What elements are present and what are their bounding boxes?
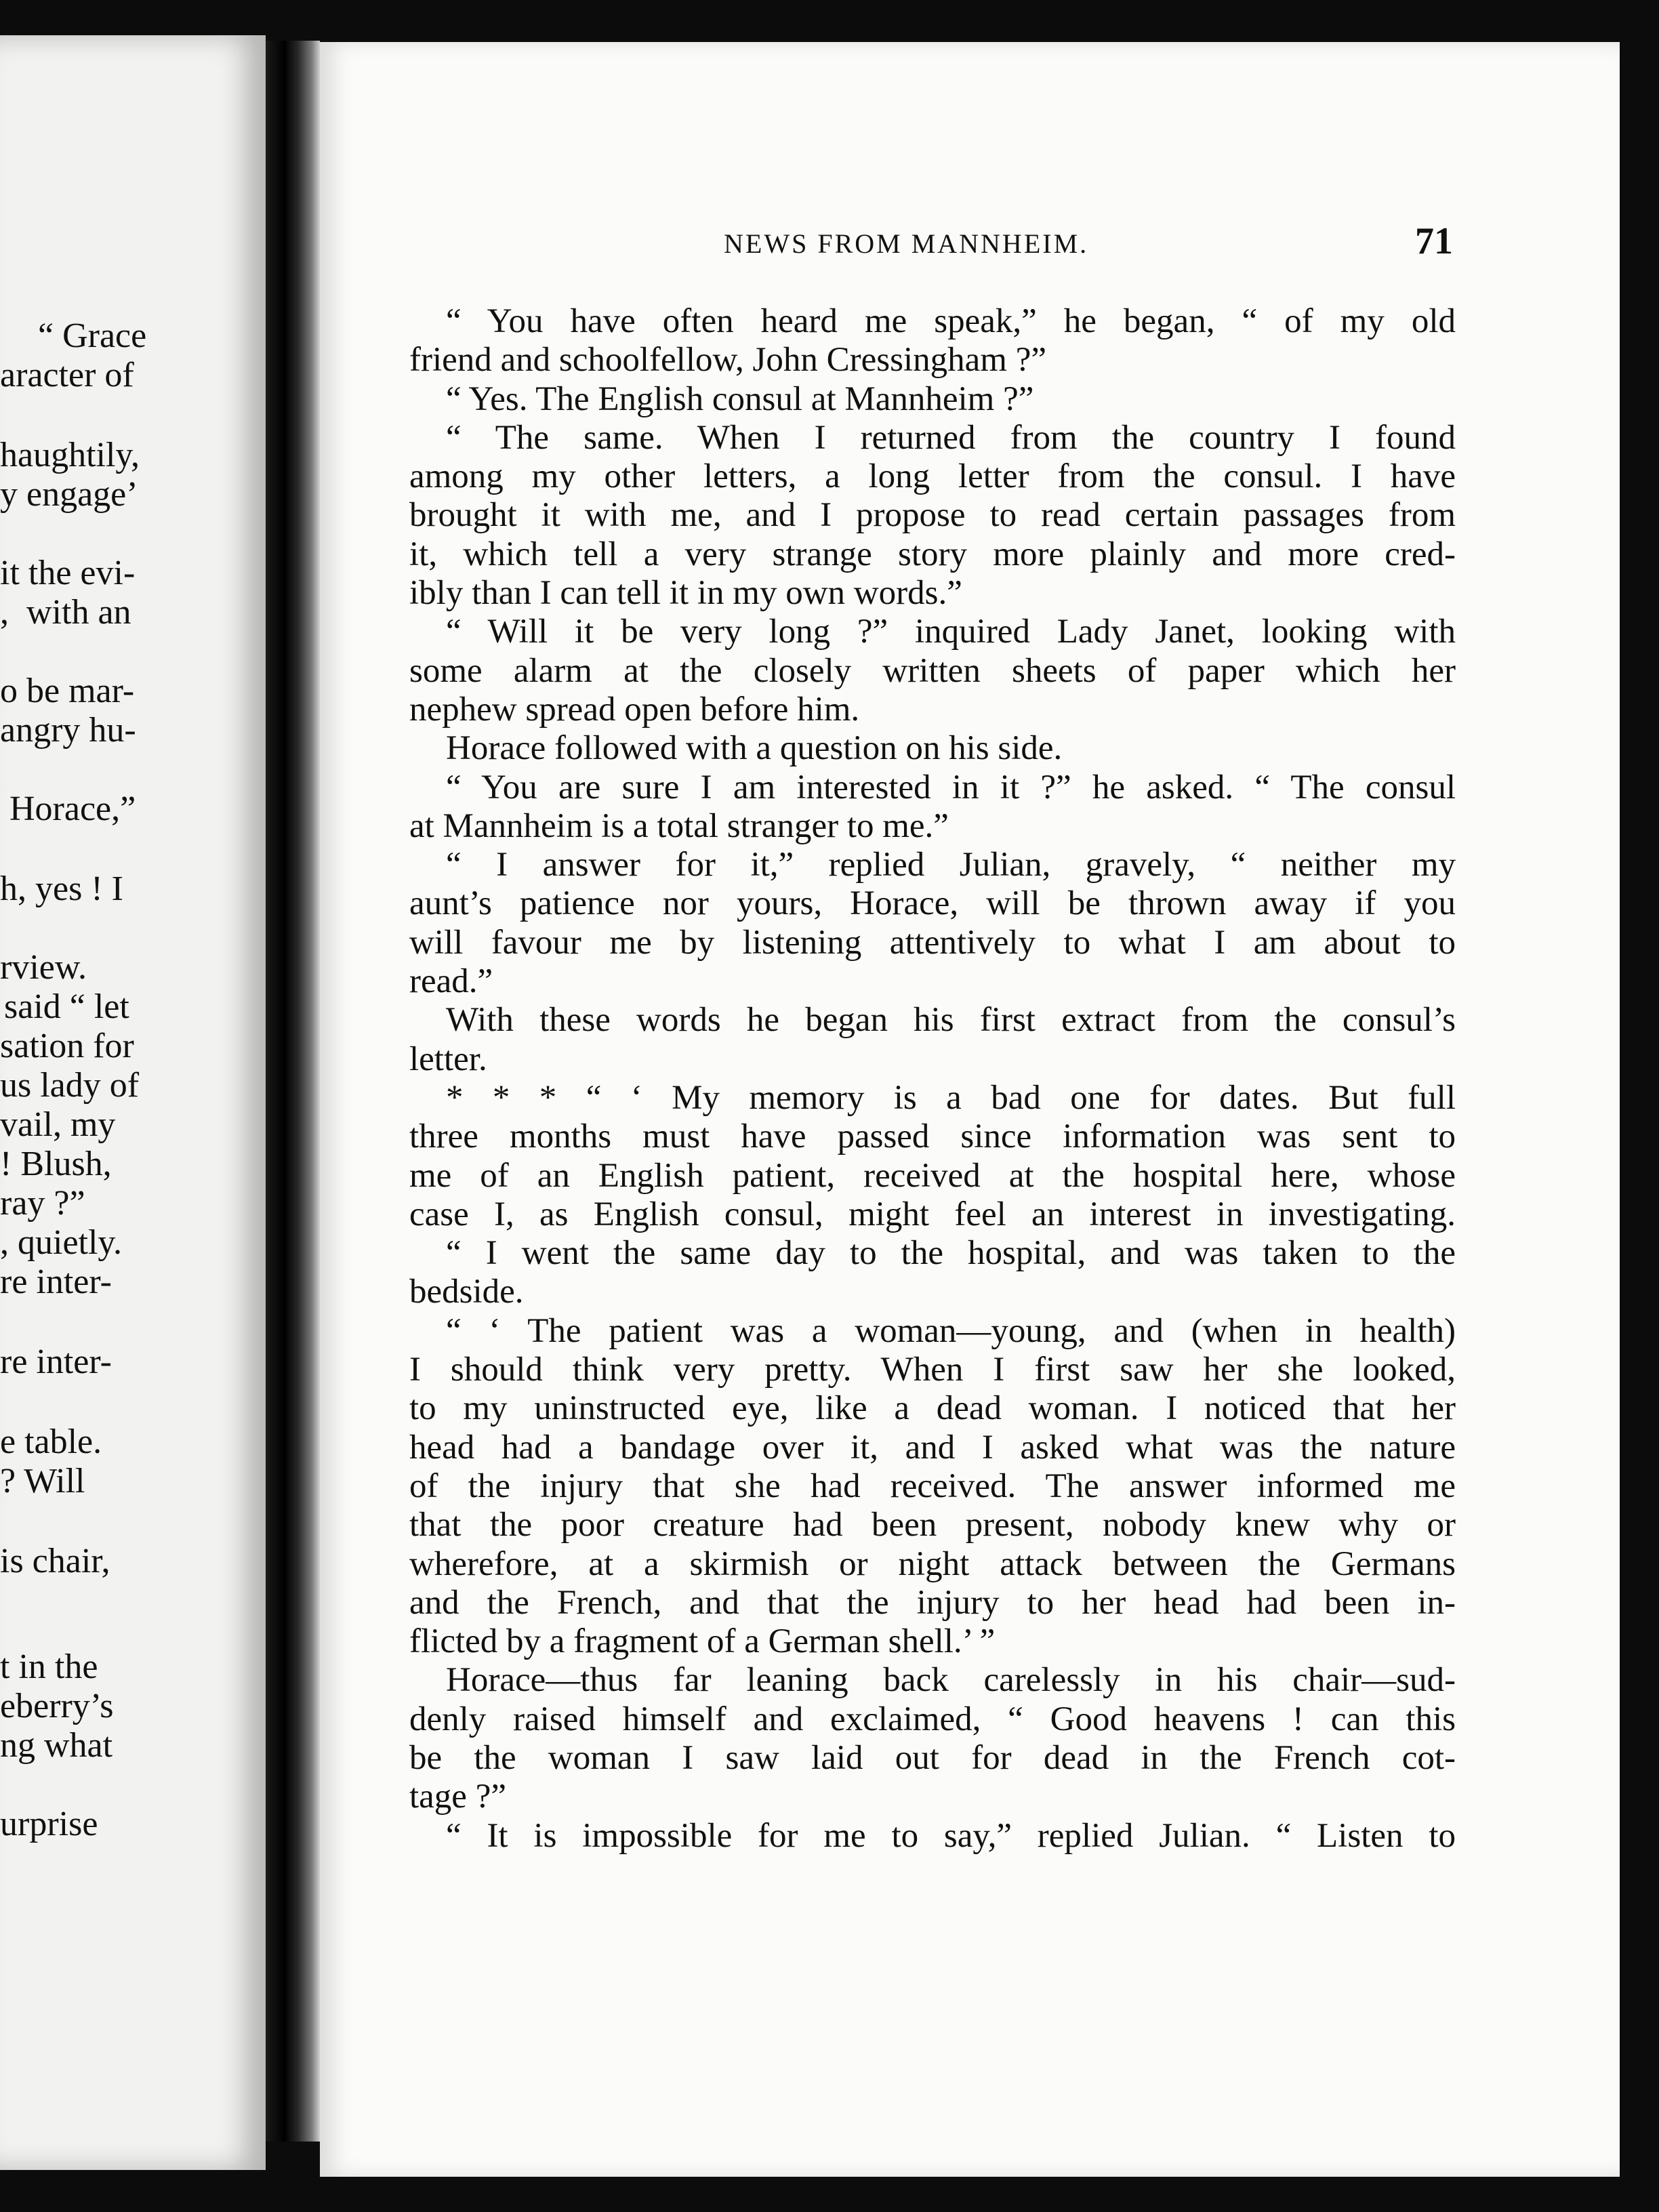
- text-line: “ Yes. The English consul at Mannheim ?”: [446, 380, 1034, 418]
- text-line: I should think very pretty. When I first saw her she looked,: [409, 1351, 1456, 1389]
- text-line: bedside.: [409, 1273, 524, 1311]
- left-page-line: t in the: [0, 1647, 98, 1686]
- text-line: ibly than I can tell it in my own words.”: [409, 574, 962, 613]
- text-line: me of an English patient, received at the hospital here, whose: [409, 1156, 1456, 1195]
- left-page-line: urprise: [0, 1805, 98, 1843]
- text-line: denly raised himself and exclaimed, “ Good heavens ! can this: [409, 1700, 1456, 1738]
- text-line: be the woman I saw laid out for dead in the French cot-: [409, 1738, 1456, 1777]
- left-page-line: haughtily,: [0, 436, 140, 474]
- left-page-line: vail, my: [0, 1105, 116, 1144]
- left-page-line: Horace,”: [9, 790, 136, 828]
- text-line: of the injury that she had received. The answer informed me: [409, 1467, 1456, 1505]
- text-line: tage ?”: [409, 1778, 506, 1816]
- text-line: flicted by a fragment of a German shell.’ ”: [409, 1622, 996, 1661]
- left-page-line: h, yes ! I: [0, 869, 123, 908]
- text-line: that the poor creature had been present, nobody knew why or: [409, 1506, 1456, 1544]
- text-line: to my uninstructed eye, like a dead woman. I noticed that her: [409, 1389, 1456, 1428]
- text-line: “ ‘ The patient was a woman—young, and (when in health): [446, 1311, 1456, 1350]
- text-line: “ I answer for it,” replied Julian, gravely, “ neither my: [446, 846, 1456, 884]
- left-page-line: aracter of: [0, 356, 134, 394]
- text-line: at Mannheim is a total stranger to me.”: [409, 806, 949, 845]
- text-line: * * * “ ‘ My memory is a bad one for dates. But full: [446, 1078, 1456, 1117]
- text-line: “ It is impossible for me to say,” replied Julian. “ Listen to: [446, 1816, 1456, 1855]
- left-page-line: rview.: [0, 948, 87, 987]
- text-line: aunt’s patience nor yours, Horace, will be thrown away if you: [409, 884, 1456, 923]
- left-page-line: y engage’: [0, 475, 138, 514]
- text-line: three months must have passed since information was sent to: [409, 1118, 1456, 1156]
- text-line: it, which tell a very strange story more plainly and more cred-: [409, 535, 1456, 573]
- left-page-line: angry hu-: [0, 711, 136, 750]
- left-page-line: is chair,: [0, 1542, 110, 1580]
- text-line: and the French, and that the injury to her head had been in-: [409, 1583, 1456, 1622]
- left-page-line: said “ let: [4, 987, 129, 1026]
- text-line: friend and schoolfellow, John Cressingham ?”: [409, 341, 1046, 380]
- left-page-line: , quietly.: [0, 1223, 123, 1262]
- text-line: read.”: [409, 962, 493, 1001]
- running-head: NEWS FROM MANNHEIM.: [724, 228, 1089, 259]
- text-line: brought it with me, and I propose to read certain passages from: [409, 496, 1456, 535]
- book-gutter: [266, 41, 320, 2142]
- text-line: “ You are sure I am interested in it ?” he asked. “ The consul: [446, 768, 1456, 806]
- text-line: some alarm at the closely written sheets of paper which her: [409, 651, 1456, 690]
- left-page-line: us lady of: [0, 1066, 140, 1105]
- left-page-line: o be mar-: [0, 672, 135, 710]
- left-page-line: e table.: [0, 1422, 102, 1461]
- left-page-line: sation for: [0, 1027, 134, 1065]
- text-line: Horace—thus far leaning back carelessly in his chair—sud-: [446, 1661, 1456, 1700]
- text-line: “ The same. When I returned from the country I found: [446, 418, 1456, 457]
- left-page-line: “ Grace: [38, 316, 147, 355]
- left-page-line: re inter-: [0, 1263, 112, 1301]
- text-line: Horace followed with a question on his side.: [446, 729, 1063, 768]
- left-page: [0, 35, 266, 2170]
- text-line: “ Will it be very long ?” inquired Lady Janet, looking with: [446, 613, 1456, 651]
- text-line: case I, as English consul, might feel an interest in investigating.: [409, 1195, 1456, 1233]
- left-page-line: ! Blush,: [0, 1145, 112, 1183]
- left-page-line: , with an: [0, 593, 131, 632]
- text-line: wherefore, at a skirmish or night attack between the Germans: [409, 1544, 1456, 1583]
- text-line: among my other letters, a long letter from the consul. I have: [409, 457, 1456, 496]
- text-line: letter.: [409, 1040, 487, 1078]
- text-line: head had a bandage over it, and I asked what was the nature: [409, 1428, 1456, 1467]
- left-page-line: it the evi-: [0, 554, 136, 592]
- left-page-line: re inter-: [0, 1343, 112, 1381]
- left-page-line: ray ?”: [0, 1184, 85, 1223]
- left-page-line: eberry’s: [0, 1687, 114, 1725]
- left-page-line: ? Will: [0, 1462, 85, 1500]
- text-line: nephew spread open before him.: [409, 690, 860, 729]
- text-line: will favour me by listening attentively to what I am about to: [409, 923, 1456, 962]
- text-line: “ I went the same day to the hospital, and was taken to the: [446, 1234, 1456, 1273]
- text-line: “ You have often heard me speak,” he began, “ of my old: [446, 302, 1456, 340]
- text-line: With these words he began his first extract from the consul’s: [446, 1001, 1456, 1040]
- page-number: 71: [1415, 220, 1453, 262]
- body-text: [409, 302, 1456, 1856]
- left-page-line: ng what: [0, 1726, 113, 1765]
